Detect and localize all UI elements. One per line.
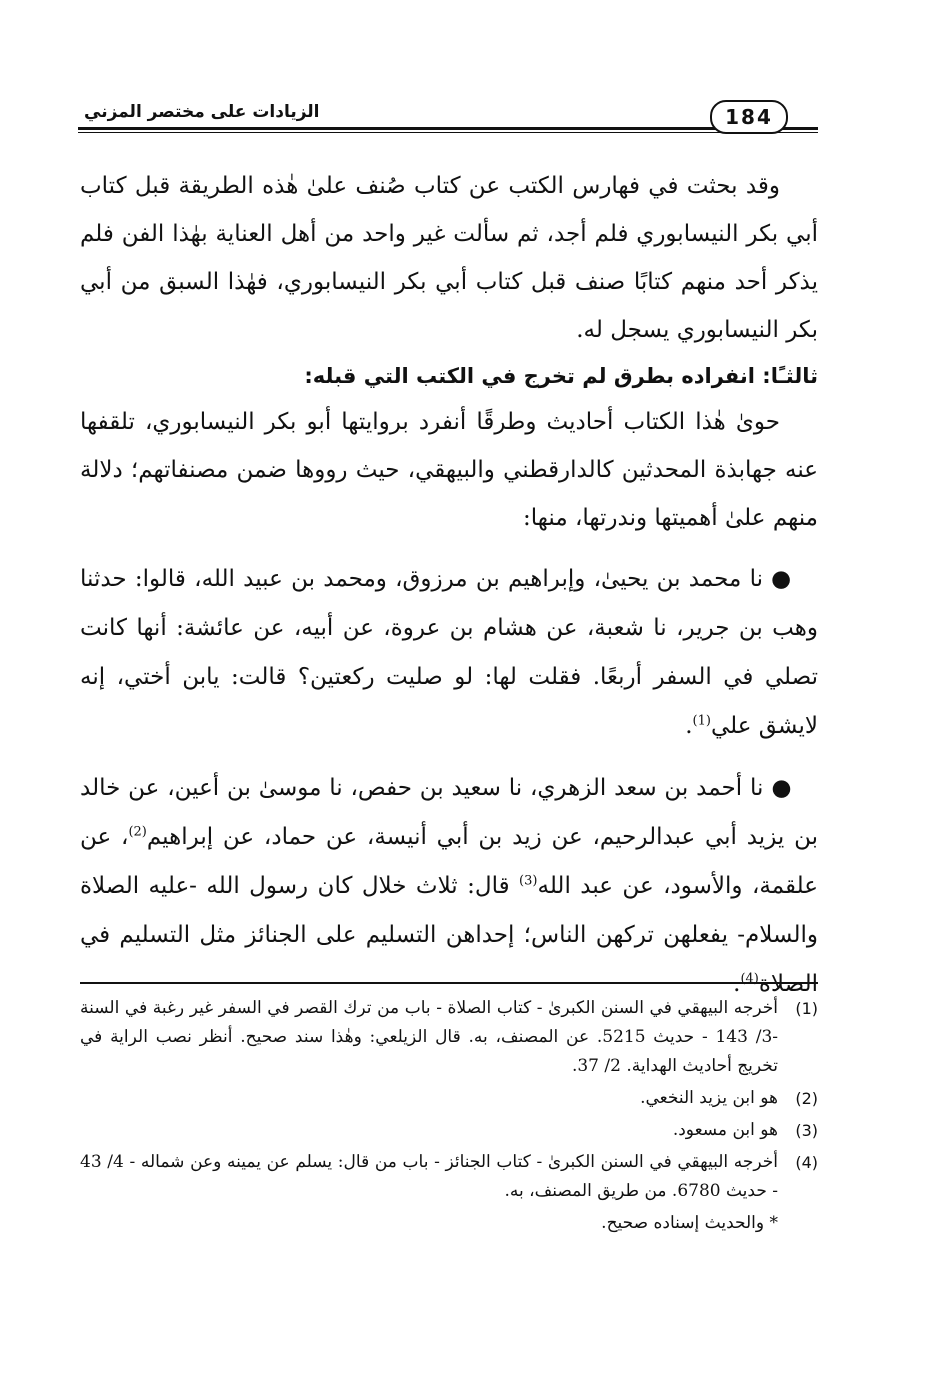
footnote [80,1148,818,1206]
hadith-end: . [733,971,741,997]
footnote-text: هو ابن يزيد النخعي. [640,1088,778,1108]
footnote [80,1116,818,1145]
footnote-number: (3) [795,1121,818,1140]
header-rule [78,127,818,130]
bullet-icon: ● [771,565,793,592]
footnote-text: أخرجه البيهقي في السنن الكبرىٰ - كتاب الصلاة - باب من ترك القصر في السفر غير رغبة في السنة -3/ 143 - حديث 5215. عن المصنف، به. قال الزيلعي: وهٰذا سند صحيح. أنظر نصب الراية في تخريج أحاديث الهداية. 2/ 37. [80,998,779,1076]
footnote-number: (1) [795,999,818,1018]
footnote-number: (4) [795,1153,818,1172]
main-text [80,162,818,1009]
book-title: الزيادات على مختصر المزني [78,100,326,124]
hadith-janaiz [80,763,818,1009]
header-rule-thin [78,132,818,133]
hadith-text: ، عن علقمة، والأسود، عن عبد الله [80,824,818,899]
footnote [80,1084,818,1113]
paragraph-uniqueness: حوىٰ هٰذا الكتاب أحاديث وطرقًا أنفرد بروايتها أبو بكر النيسابوري، تلقفها عنه جهابذة المحدثين كالدارقطني والبيهقي، حيث رووها ضمن مصنفاتهم؛ دلالة منهم علىٰ أهميتها وندرتها، منها: [80,409,818,531]
footnotes [80,994,818,1238]
footnote-ref[interactable]: (2) [128,824,147,840]
footnote-number: (2) [795,1089,818,1108]
bullet-icon: ● [771,774,792,801]
section-heading: ثالثـًا: انفراده بطرق لم تخرج في الكتب التي قبله: [304,364,818,388]
hadith-text: نا أحمد بن سعد الزهري، نا سعيد بن حفص، نا موسىٰ بن أعين، عن خالد بن يزيد أبي عبدالرحيم، عن زيد بن أبي أنيسة، عن حماد، عن إبراهيم [80,775,818,850]
hadith-end: . [685,713,693,739]
footnote [80,994,818,1081]
footnote-text: أخرجه البيهقي في السنن الكبرىٰ - كتاب الجنائز - باب من قال: يسلم عن يمينه وعن شماله - 4/ 43 - حديث 6780. من طريق المصنف، به. [80,1152,778,1201]
footnote-note: * والحديث إسناده صحيح. [601,1213,778,1233]
paragraph-search: وقد بحثت في فهارس الكتب عن كتاب صُنف علىٰ هٰذه الطريقة قبل كتاب أبي بكر النيسابوري فلم أجد، ثم سألت غير واحد من أهل العناية بهٰذا الفن فلم يذكر أحد منهم كتابًا صنف قبل كتاب أبي بكر النيسابوري، فهٰذا السبق من أبي بكر النيسابوري يسجل له. [80,173,818,343]
footnote-ref[interactable]: (1) [692,713,711,729]
footnote-text: هو ابن مسعود. [672,1120,778,1140]
hadith-text: قال: ثلاث خلال كان رسول الله -عليه الصلاة والسلام- يفعلهن تركهن الناس؛ إحداهن التسليم على الجنائز مثل التسليم في الصلاة [80,873,818,997]
running-header [78,98,818,132]
page-number: 184 [710,100,788,134]
footnote-ref[interactable]: (3) [519,873,538,889]
hadith-text: نا محمد بن يحيىٰ، وإبراهيم بن مرزوق، ومحمد بن عبيد الله، قالوا: حدثنا وهب بن جرير، نا شعبة، عن هشام بن عروة، عن أبيه، عن عائشة: أنها كانت تصلي في السفر أربعًا. فقلت لها: لو صليت ركعتين؟ قالت: يابن أختي، إنه لايشق علي [80,566,818,739]
hadith-aisha [80,554,818,751]
footnote-ref[interactable]: (4) [740,971,759,987]
footnote-rule [80,982,818,984]
